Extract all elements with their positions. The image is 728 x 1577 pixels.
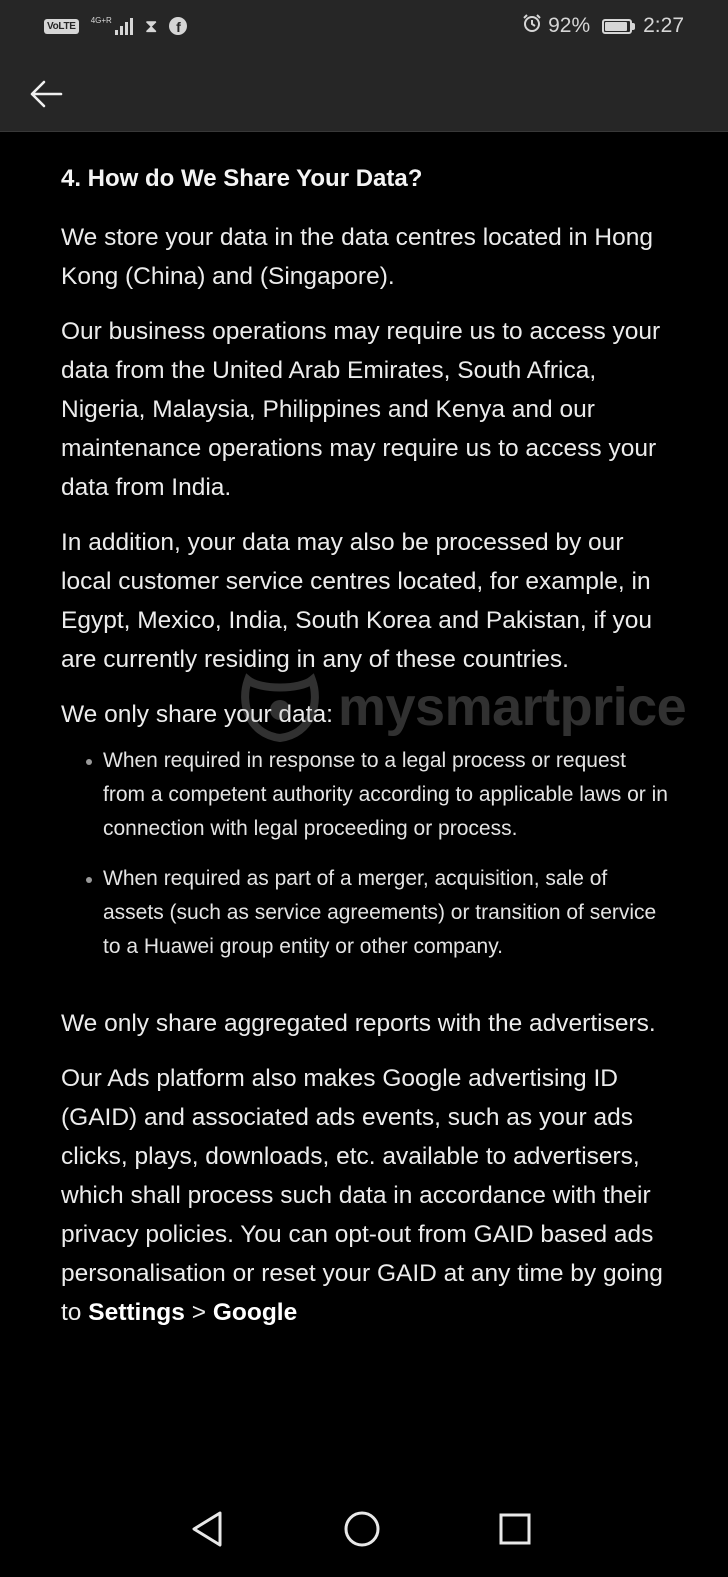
home-circle-icon bbox=[343, 1510, 381, 1548]
bullet-icon bbox=[86, 759, 92, 765]
nav-recents-button[interactable] bbox=[485, 1499, 545, 1559]
clock: 2:27 bbox=[643, 14, 684, 37]
google-link-text: Google bbox=[212, 1299, 298, 1326]
paragraph-share-intro: We only share your data: bbox=[61, 701, 333, 728]
privacy-policy-content[interactable] bbox=[61, 132, 673, 1442]
hourglass-icon: ⧗ bbox=[144, 16, 158, 36]
list-item: When required as part of a merger, acquisition, sale of assets (such as service agreements) or transition of service to a Huawei group entity or other company. bbox=[61, 862, 673, 964]
paragraph-data-centres: We store your data in the data centres located in Hong Kong (China) and (Singapore). bbox=[61, 224, 653, 290]
status-bar-right bbox=[522, 13, 684, 39]
battery-percent: 92% bbox=[548, 14, 591, 37]
back-button[interactable] bbox=[24, 72, 68, 116]
list-item: When required in response to a legal process or request from a competent authority according to applicable laws or in connection with legal proceeding or process. bbox=[61, 744, 673, 846]
bullet-icon bbox=[86, 877, 92, 883]
paragraph-ads-platform: Our Ads platform also makes Google advertising ID (GAID) and associated ads events, such as your ads clicks, plays, downloads, etc. available to advertisers, which shall process such data in accordance with their privacy policies. You can opt-out from GAID based ads personalisation or reset your GAID at any time by going to Settings > Google bbox=[61, 1065, 663, 1326]
paragraph-business-operations: Our business operations may require us to access your data from the United Arab Emirates, South Africa, Nigeria, Malaysia, Philippines and Kenya and our maintenance operations may require us to access your data from India. bbox=[61, 318, 661, 501]
arrow-left-icon bbox=[29, 79, 63, 109]
paragraph-aggregated-reports: We only share aggregated reports with the advertisers. bbox=[61, 1010, 656, 1037]
settings-link-text: Settings bbox=[88, 1299, 185, 1326]
status-bar-left bbox=[44, 17, 187, 35]
status-bar bbox=[0, 0, 728, 52]
nav-back-button[interactable] bbox=[177, 1499, 237, 1559]
app-bar bbox=[0, 52, 728, 132]
alarm-icon bbox=[522, 13, 542, 39]
share-conditions-list bbox=[61, 744, 673, 964]
facebook-icon: f bbox=[169, 17, 187, 35]
volte-icon: VoLTE bbox=[44, 19, 79, 34]
navigation-bar bbox=[0, 1480, 728, 1577]
watermark: mysmartprice bbox=[240, 672, 686, 742]
section-heading: 4. How do We Share Your Data? bbox=[61, 165, 423, 192]
recents-square-icon bbox=[498, 1512, 532, 1546]
nav-home-button[interactable] bbox=[332, 1499, 392, 1559]
signal-icon: 4G+R bbox=[91, 17, 133, 35]
back-triangle-icon bbox=[190, 1510, 224, 1548]
battery-icon bbox=[602, 19, 635, 34]
paragraph-customer-service: In addition, your data may also be processed by our local customer service centres located, for example, in Egypt, Mexico, India, South Korea and Pakistan, if you are currently residing in any of these countries. bbox=[61, 529, 653, 673]
